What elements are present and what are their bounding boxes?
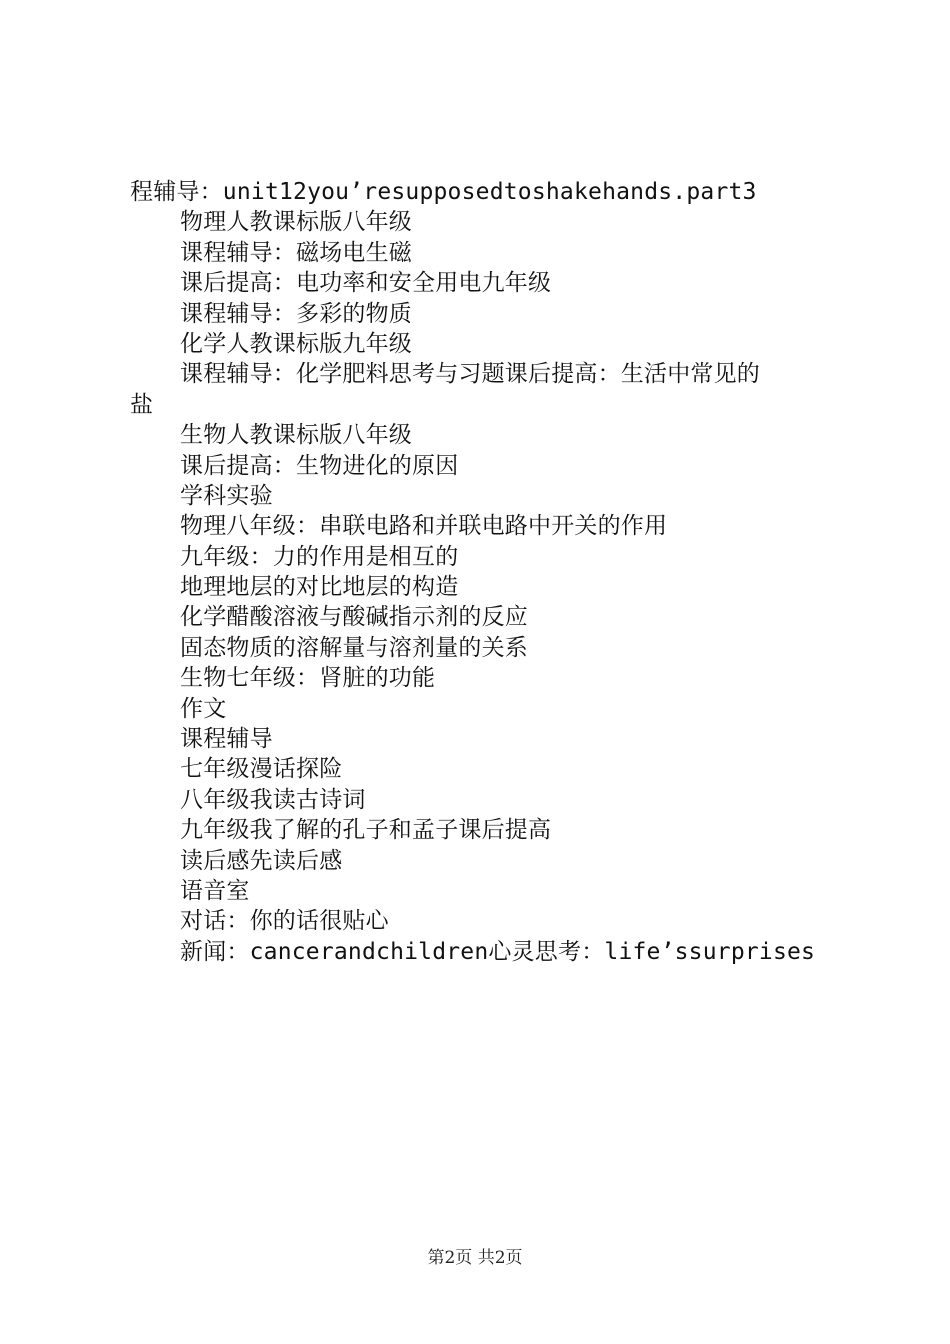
text-line: 课程辅导：化学肥料思考与习题课后提高：生活中常见的 xyxy=(180,361,760,388)
text-line: 读后感先读后感 xyxy=(180,847,343,874)
text-line: 九年级：力的作用是相互的 xyxy=(180,543,459,570)
text-line: 化学醋酸溶液与酸碱指示剂的反应 xyxy=(180,604,528,631)
text-line: 作文 xyxy=(180,695,227,722)
text-line: 学科实验 xyxy=(180,482,273,509)
text-line: 对话：你的话很贴心 xyxy=(180,908,389,935)
text-line: 七年级漫话探险 xyxy=(180,756,343,783)
text-line: 生物人教课标版八年级 xyxy=(180,422,412,449)
text-line: 语音室 xyxy=(180,877,250,904)
text-line: 地理地层的对比地层的构造 xyxy=(180,574,459,601)
text-line: 程辅导：unit12you’resupposedtoshakehands.part3 xyxy=(130,179,757,205)
text-line: 固态物质的溶解量与溶剂量的关系 xyxy=(180,634,528,661)
text-line: 九年级我了解的孔子和孟子课后提高 xyxy=(180,817,552,844)
text-line: 课后提高：电功率和安全用电九年级 xyxy=(180,270,552,297)
text-line: 生物七年级：肾脏的功能 xyxy=(180,665,436,692)
text-line: 化学人教课标版九年级 xyxy=(180,330,412,357)
text-line: 物理八年级：串联电路和并联电路中开关的作用 xyxy=(180,513,668,540)
text-line: 课后提高：生物进化的原因 xyxy=(180,452,459,479)
text-line: 课程辅导 xyxy=(180,726,273,753)
text-line: 物理人教课标版八年级 xyxy=(180,209,412,236)
text-line: 八年级我读古诗词 xyxy=(180,786,366,813)
text-line: 盐 xyxy=(130,391,154,418)
text-line: 新闻：cancerandchildren心灵思考：life’ssurprises xyxy=(180,938,816,965)
text-line: 课程辅导：多彩的物质 xyxy=(180,300,412,327)
document-body xyxy=(130,177,835,967)
page-number-footer: 第2页 共2页 xyxy=(427,1248,523,1268)
text-line: 课程辅导：磁场电生磁 xyxy=(180,239,412,266)
